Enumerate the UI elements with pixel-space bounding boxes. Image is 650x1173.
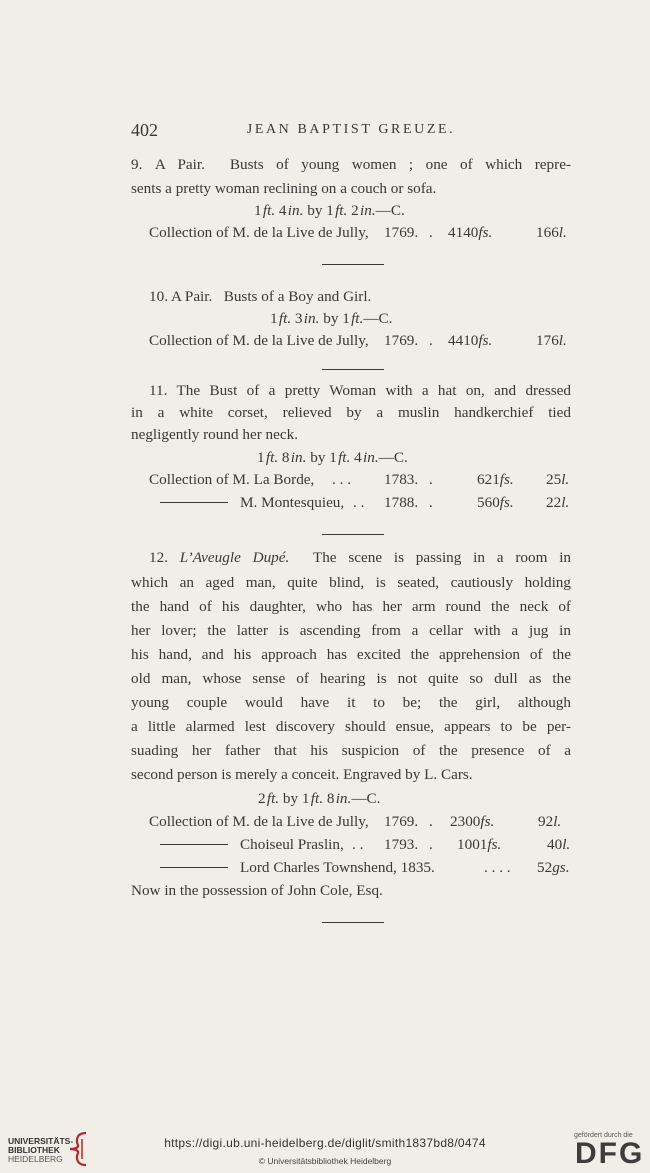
entry-11-line-2: in a white corset, relieved by a muslin handkerchief tied <box>131 404 571 421</box>
entry-11-collection-1-label: Collection of M. La Borde, <box>149 471 315 488</box>
entry-11-collection-1-amount: 621fs. <box>477 471 514 488</box>
entry-12-line: old man, whose sense of hearing is not quite so dull as the <box>131 670 571 687</box>
entry-11-dimensions: 1 ft. 8 in. by 1 ft. 4 in.—C. <box>257 449 408 466</box>
entry-12-collection-2-dot: . <box>429 836 433 853</box>
entry-12-collection-3-price: 52gs. <box>537 859 570 876</box>
entry-9-collection-dot: . <box>429 224 433 241</box>
entry-9-collection-price: 166l. <box>536 224 567 241</box>
entry-12-line: the hand of his daughter, who has her arm round the neck of <box>131 598 571 615</box>
entry-12-collection-2-price: 40l. <box>547 836 571 853</box>
entry-9-description: Busts of young women ; one of which repre- <box>229 156 572 173</box>
entry-11-collection-1-price: 25l. <box>546 471 570 488</box>
entry-12-line: second person is merely a conceit. Engraved by L. Cars. <box>131 766 473 783</box>
entry-11-collection-2-label: M. Montesquieu, <box>240 494 345 511</box>
entry-10-dimensions: 1 ft. 3 in. by 1 ft.—C. <box>270 310 393 327</box>
entry-9-collection-label: Collection of M. de la Live de Jully, <box>149 224 369 241</box>
entry-12-line: young couple would have it to be; the girl, although <box>131 694 571 711</box>
entry-11-collection-2-year: 1788. <box>384 494 419 511</box>
entry-9-number: 9. <box>131 156 143 173</box>
entry-9-dimensions: 1 ft. 4 in. by 1 ft. 2 in.—C. <box>254 202 405 219</box>
entry-11-collection-2-dot: . <box>429 494 433 511</box>
ditto-dash <box>160 502 228 503</box>
entry-12-collection-1-year: 1769. <box>384 813 419 830</box>
entry-11-collection-1-year: 1783. <box>384 471 419 488</box>
entry-12-number: 12. <box>149 549 168 566</box>
section-divider <box>322 369 384 370</box>
entry-11-collection-2-price: 22l. <box>546 494 570 511</box>
entry-10-description: Busts of a Boy and Girl. <box>223 288 372 305</box>
entry-11-collection-2-amount: 560fs. <box>477 494 514 511</box>
entry-12-collection-3-label: Lord Charles Townshend, 1835. <box>240 859 435 876</box>
entry-9-line-2: sents a pretty woman reclining on a couch or sofa. <box>131 180 437 197</box>
entry-11-line-1: 11. The Bust of a pretty Woman with a hat on, and dressed <box>149 382 571 399</box>
entry-12-collection-3-dots: . . . . <box>484 859 511 876</box>
entry-12-owner: Now in the possession of John Cole, Esq. <box>131 882 383 899</box>
permalink-url[interactable]: https://digi.ub.uni-heidelberg.de/diglit/smith1837bd8/0474 <box>164 1136 486 1150</box>
entry-11-collection-2-dots: . . <box>353 494 365 511</box>
entry-11-collection-1-dot: . <box>429 471 433 488</box>
entry-9-title: A Pair. <box>154 156 205 173</box>
section-divider <box>322 922 384 923</box>
ditto-dash <box>160 867 228 868</box>
entry-9-collection-year: 1769. <box>384 224 419 241</box>
entry-10-collection-amount: 4410fs. <box>448 332 493 349</box>
entry-12-line-1: 12. L’Aveugle Dupé. The scene is passing in a room in <box>149 549 572 566</box>
entry-12-collection-2-amount: 1001fs. <box>457 836 502 853</box>
page-number: 402 <box>131 120 158 140</box>
entry-12-line: a little alarmed lest discovery should ensue, appears to be per- <box>131 718 571 735</box>
entry-9-collection-amount: 4140fs. <box>448 224 493 241</box>
entry-12-line: her lover; the latter is ascending from a cellar with a jug in <box>131 622 571 639</box>
entry-12-collection-1-dot: . <box>429 813 433 830</box>
entry-12-dimensions: 2 ft. by 1 ft. 8 in.—C. <box>258 790 381 807</box>
running-title: JEAN BAPTIST GREUZE. <box>246 122 456 137</box>
entry-12-collection-1-amount: 2300fs. <box>450 813 495 830</box>
entry-12-line: which an aged man, quite blind, is seated, cautiously holding <box>131 574 571 591</box>
entry-10-line-1 <box>149 288 371 306</box>
library-logo[interactable]: UNIVERSITÄTS- BIBLIOTHEK HEIDELBERG <box>8 1136 74 1164</box>
entry-12-collection-2-dots: . . <box>352 836 364 853</box>
section-divider <box>322 534 384 535</box>
entry-9-line-1 <box>131 156 571 174</box>
entry-12-line: suading her father that his suspicion of the presence of a <box>131 742 571 759</box>
entry-12-collection-2-label: Choiseul Praslin, <box>240 836 344 853</box>
entry-10-title: 10. A Pair. <box>149 288 213 305</box>
section-divider <box>322 264 384 265</box>
entry-12-collection-1-label: Collection of M. de la Live de Jully, <box>149 813 369 830</box>
entry-10-collection-price: 176l. <box>536 332 567 349</box>
entry-12-collection-1-price: 92l. <box>538 813 562 830</box>
entry-10-collection-year: 1769. <box>384 332 419 349</box>
entry-12-line: his hand, and his approach has excited the apprehension of the <box>131 646 571 663</box>
entry-10-collection-label: Collection of M. de la Live de Jully, <box>149 332 369 349</box>
entry-11-line-3: negligently round her neck. <box>131 426 299 443</box>
running-header <box>131 120 571 140</box>
entry-11-collection-1-dots: . . . <box>332 471 351 488</box>
funding-note: gefördert durch die <box>574 1132 633 1139</box>
entry-10-collection-dot: . <box>429 332 433 349</box>
entry-12-title: L’Aveugle Dupé. <box>179 549 290 566</box>
dfg-logo[interactable]: DFG <box>575 1137 645 1170</box>
ditto-dash <box>160 844 228 845</box>
copyright-notice: © Universitätsbibliothek Heidelberg <box>258 1156 392 1166</box>
entry-12-collection-2-year: 1793. <box>384 836 419 853</box>
